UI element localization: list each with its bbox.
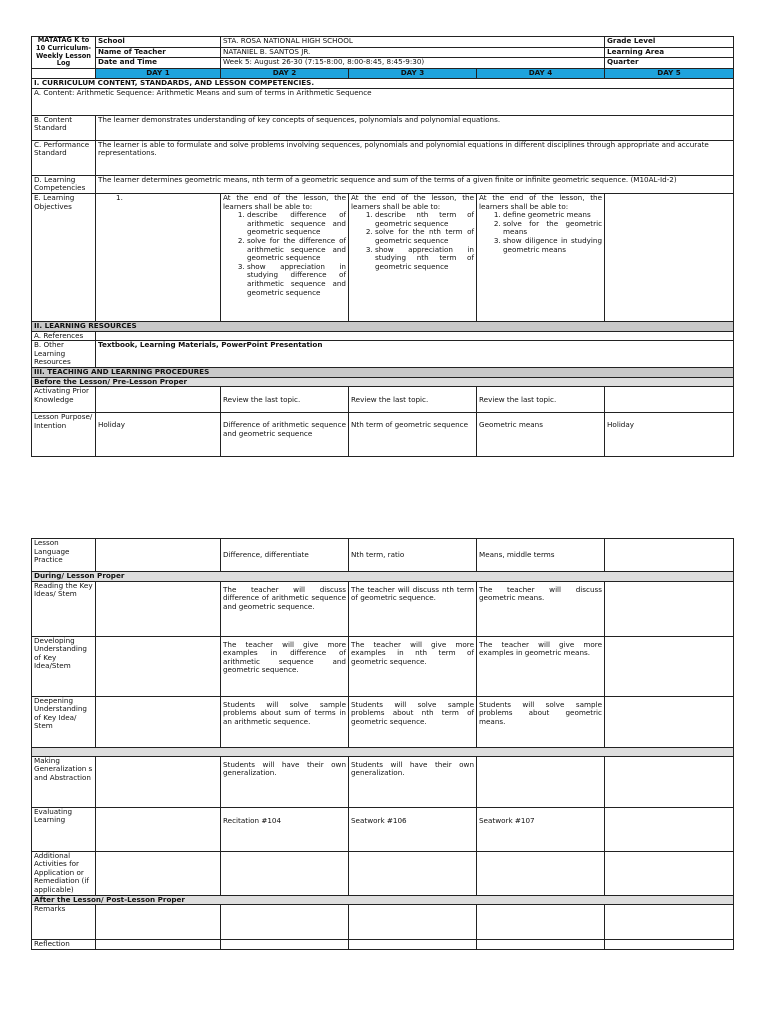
- objective-item: 1. describe nth term of geometric sequence: [375, 211, 474, 228]
- performance-standard-label: C. Performance Standard: [32, 140, 96, 175]
- content-row: [32, 88, 734, 115]
- developing-day-5: [605, 636, 734, 696]
- objective-item: 3. show diligence in studying geometric means: [503, 237, 602, 254]
- day-1-header: DAY 1: [96, 69, 221, 79]
- section-1-title: I. CURRICULUM CONTENT, STANDARDS, AND LESSON COMPETENCIES.: [32, 79, 734, 89]
- during-lesson-title: During/ Lesson Proper: [32, 572, 734, 582]
- lesson-log-table-page-2: [31, 538, 734, 950]
- reading-day-3: The teacher will discuss nth term of geometric sequence.: [349, 581, 477, 636]
- objectives-day-4-list: [479, 211, 602, 254]
- evaluating-day-2: Recitation #104: [221, 807, 349, 851]
- activating-row: [32, 387, 734, 413]
- generalization-day-4: [477, 756, 605, 807]
- header-row-date: [32, 58, 734, 69]
- language-day-2: Difference, differentiate: [221, 539, 349, 572]
- reflection-day-5: [605, 940, 734, 950]
- reading-row: [32, 581, 734, 636]
- content-text: A. Content: Arithmetic Sequence: Arithmetic Means and sum of terms in Arithmetic Sequence: [32, 88, 734, 115]
- additional-day-1: [96, 851, 221, 895]
- references-value: [96, 331, 734, 341]
- days-row: [32, 69, 734, 79]
- objectives-day-3-intro: At the end of the lesson, the learners shall be able to:: [351, 193, 474, 211]
- before-lesson-title: Before the Lesson/ Pre-Lesson Proper: [32, 377, 734, 387]
- spacer-row: [32, 747, 734, 756]
- section-2-title: II. LEARNING RESOURCES: [32, 321, 734, 331]
- after-lesson-row: [32, 895, 734, 905]
- objectives-day-2-list: [223, 211, 346, 297]
- other-resources-label: B. Other Learning Resources: [32, 341, 96, 368]
- teacher-label: Name of Teacher: [96, 47, 221, 58]
- date-label: Date and Time: [96, 58, 221, 69]
- content-standard-value: The learner demonstrates understanding of key concepts of sequences, polynomials and polynomial equations.: [96, 115, 734, 140]
- day-2-header: DAY 2: [221, 69, 349, 79]
- additional-row: [32, 851, 734, 895]
- reading-day-2: The teacher will discuss difference of arithmetic sequence and geometric sequence.: [221, 581, 349, 636]
- evaluating-row: [32, 807, 734, 851]
- language-label: Lesson Language Practice: [32, 539, 96, 572]
- generalization-day-2: Students will have their own generalization.: [221, 756, 349, 807]
- school-value: STA. ROSA NATIONAL HIGH SCHOOL: [221, 37, 605, 48]
- generalization-row: [32, 756, 734, 807]
- objectives-label: E. Learning Objectives: [32, 193, 96, 321]
- deepening-day-1: [96, 696, 221, 747]
- language-day-4: Means, middle terms: [477, 539, 605, 572]
- language-day-5: [605, 539, 734, 572]
- reflection-row: [32, 940, 734, 950]
- language-day-3: Nth term, ratio: [349, 539, 477, 572]
- section-3-title-row: [32, 368, 734, 378]
- reflection-label: Reflection: [32, 940, 96, 950]
- evaluating-day-1: [96, 807, 221, 851]
- purpose-label: Lesson Purpose/ Intention: [32, 413, 96, 457]
- additional-day-3: [349, 851, 477, 895]
- content-standard-row: [32, 115, 734, 140]
- after-lesson-title: After the Lesson/ Post-Lesson Proper: [32, 895, 734, 905]
- generalization-day-5: [605, 756, 734, 807]
- additional-day-4: [477, 851, 605, 895]
- objectives-day-2-intro: At the end of the lesson, the learners shall be able to:: [223, 193, 346, 211]
- school-label: School: [96, 37, 221, 48]
- before-lesson-row: [32, 377, 734, 387]
- remarks-label: Remarks: [32, 905, 96, 940]
- performance-standard-row: [32, 140, 734, 175]
- header-row-school: [32, 37, 734, 48]
- purpose-day-1: Holiday: [96, 413, 221, 457]
- deepening-day-5: [605, 696, 734, 747]
- activating-label: Activating Prior Knowledge: [32, 387, 96, 413]
- objectives-day-1: [96, 193, 221, 321]
- objective-item: 3. show appreciation in studying nth term of geometric sequence: [375, 246, 474, 272]
- remarks-day-2: [221, 905, 349, 940]
- spacer-bar: [32, 747, 734, 756]
- generalization-label: Making Generalization s and Abstraction: [32, 756, 96, 807]
- reading-day-5: [605, 581, 734, 636]
- remarks-day-3: [349, 905, 477, 940]
- references-row: [32, 331, 734, 341]
- lesson-log-table-page-1: [31, 36, 734, 457]
- developing-row: [32, 636, 734, 696]
- reading-day-1: [96, 581, 221, 636]
- purpose-day-3: Nth term of geometric sequence: [349, 413, 477, 457]
- objectives-day-5: [605, 193, 734, 321]
- evaluating-day-5: [605, 807, 734, 851]
- objectives-day-1-number: 1.: [116, 193, 123, 202]
- deepening-label: Deepening Understanding of Key Idea/ Stem: [32, 696, 96, 747]
- reading-label: Reading the Key Ideas/ Stem: [32, 581, 96, 636]
- developing-day-3: The teacher will give more examples in nth term of geometric sequence.: [349, 636, 477, 696]
- purpose-day-2: Difference of arithmetic sequence and geometric sequence: [221, 413, 349, 457]
- purpose-row: [32, 413, 734, 457]
- reading-day-4: The teacher will discuss geometric means.: [477, 581, 605, 636]
- reflection-day-2: [221, 940, 349, 950]
- remarks-row: [32, 905, 734, 940]
- day-4-header: DAY 4: [477, 69, 605, 79]
- activating-day-2: Review the last topic.: [221, 387, 349, 413]
- during-lesson-row: [32, 572, 734, 582]
- objectives-day-3: [349, 193, 477, 321]
- additional-day-5: [605, 851, 734, 895]
- purpose-day-4: Geometric means: [477, 413, 605, 457]
- activating-day-1: [96, 387, 221, 413]
- quarter-label: Quarter: [605, 58, 734, 69]
- purpose-day-5: Holiday: [605, 413, 734, 457]
- evaluating-day-4: Seatwork #107: [477, 807, 605, 851]
- objectives-day-2: [221, 193, 349, 321]
- reflection-day-4: [477, 940, 605, 950]
- remarks-day-5: [605, 905, 734, 940]
- remarks-day-1: [96, 905, 221, 940]
- content-standard-label: B. Content Standard: [32, 115, 96, 140]
- competencies-label: D. Learning Competencies: [32, 175, 96, 193]
- header-row-teacher: [32, 47, 734, 58]
- developing-day-4: The teacher will give more examples in geometric means.: [477, 636, 605, 696]
- activating-day-3: Review the last topic.: [349, 387, 477, 413]
- objective-item: 1. define geometric means: [503, 211, 602, 220]
- additional-label: Additional Activities for Application or Remediation (if applicable): [32, 851, 96, 895]
- activating-day-4: Review the last topic.: [477, 387, 605, 413]
- deepening-day-2: Students will solve sample problems about sum of terms in an arithmetic sequence.: [221, 696, 349, 747]
- section-1-title-row: [32, 79, 734, 89]
- developing-label: Developing Understanding of Key Idea/Stem: [32, 636, 96, 696]
- objectives-row: [32, 193, 734, 321]
- evaluating-label: Evaluating Learning: [32, 807, 96, 851]
- additional-day-2: [221, 851, 349, 895]
- evaluating-day-3: Seatwork #106: [349, 807, 477, 851]
- objectives-day-3-list: [351, 211, 474, 271]
- day-5-header: DAY 5: [605, 69, 734, 79]
- day-3-header: DAY 3: [349, 69, 477, 79]
- deepening-row: [32, 696, 734, 747]
- competencies-value: The learner determines geometric means, nth term of a geometric sequence and sum of the terms of a given finite or infinite geometric sequence. (M10AL-Id-2): [96, 175, 734, 193]
- language-day-1: [96, 539, 221, 572]
- date-value: Week 5: August 26-30 (7:15-8:00, 8:00-8:45, 8:45-9:30): [221, 58, 605, 69]
- activating-day-5: [605, 387, 734, 413]
- objective-item: 3. show appreciation in studying difference of arithmetic sequence and geometric sequence: [247, 263, 346, 297]
- generalization-day-1: [96, 756, 221, 807]
- developing-day-1: [96, 636, 221, 696]
- deepening-day-3: Students will solve sample problems about nth term of geometric sequence.: [349, 696, 477, 747]
- language-row: [32, 539, 734, 572]
- reflection-day-3: [349, 940, 477, 950]
- performance-standard-value: The learner is able to formulate and solve problems involving sequences, polynomials and polynomial equations in different disciplines through appropriate and accurate representations.: [96, 140, 734, 175]
- deepening-day-4: Students will solve sample problems about geometric means.: [477, 696, 605, 747]
- objectives-day-4-intro: At the end of the lesson, the learners shall be able to:: [479, 193, 603, 211]
- objective-item: 2. solve for the difference of arithmetic sequence and geometric sequence: [247, 237, 346, 263]
- objectives-day-4: [477, 193, 605, 321]
- teacher-value: NATANIEL B. SANTOS JR.: [221, 47, 605, 58]
- remarks-day-4: [477, 905, 605, 940]
- objective-item: 2. solve for the geometric means: [503, 220, 602, 237]
- other-resources-row: [32, 341, 734, 368]
- days-row-blank: [32, 69, 96, 79]
- objective-item: 1. describe difference of arithmetic sequence and geometric sequence: [247, 211, 346, 237]
- competencies-row: [32, 175, 734, 193]
- grade-label: Grade Level: [605, 37, 734, 48]
- area-label: Learning Area: [605, 47, 734, 58]
- objective-item: 2. solve for the nth term of geometric sequence: [375, 228, 474, 245]
- section-3-title: III. TEACHING AND LEARNING PROCEDURES: [32, 368, 734, 378]
- other-resources-value: Textbook, Learning Materials, PowerPoint Presentation: [96, 341, 734, 368]
- log-title: MATATAG K to 10 Curriculum- Weekly Lesson Log: [32, 37, 96, 69]
- generalization-day-3: Students will have their own generalization.: [349, 756, 477, 807]
- section-2-title-row: [32, 321, 734, 331]
- developing-day-2: The teacher will give more examples in difference of arithmetic sequence and geometric sequence.: [221, 636, 349, 696]
- references-label: A. References: [32, 331, 96, 341]
- reflection-day-1: [96, 940, 221, 950]
